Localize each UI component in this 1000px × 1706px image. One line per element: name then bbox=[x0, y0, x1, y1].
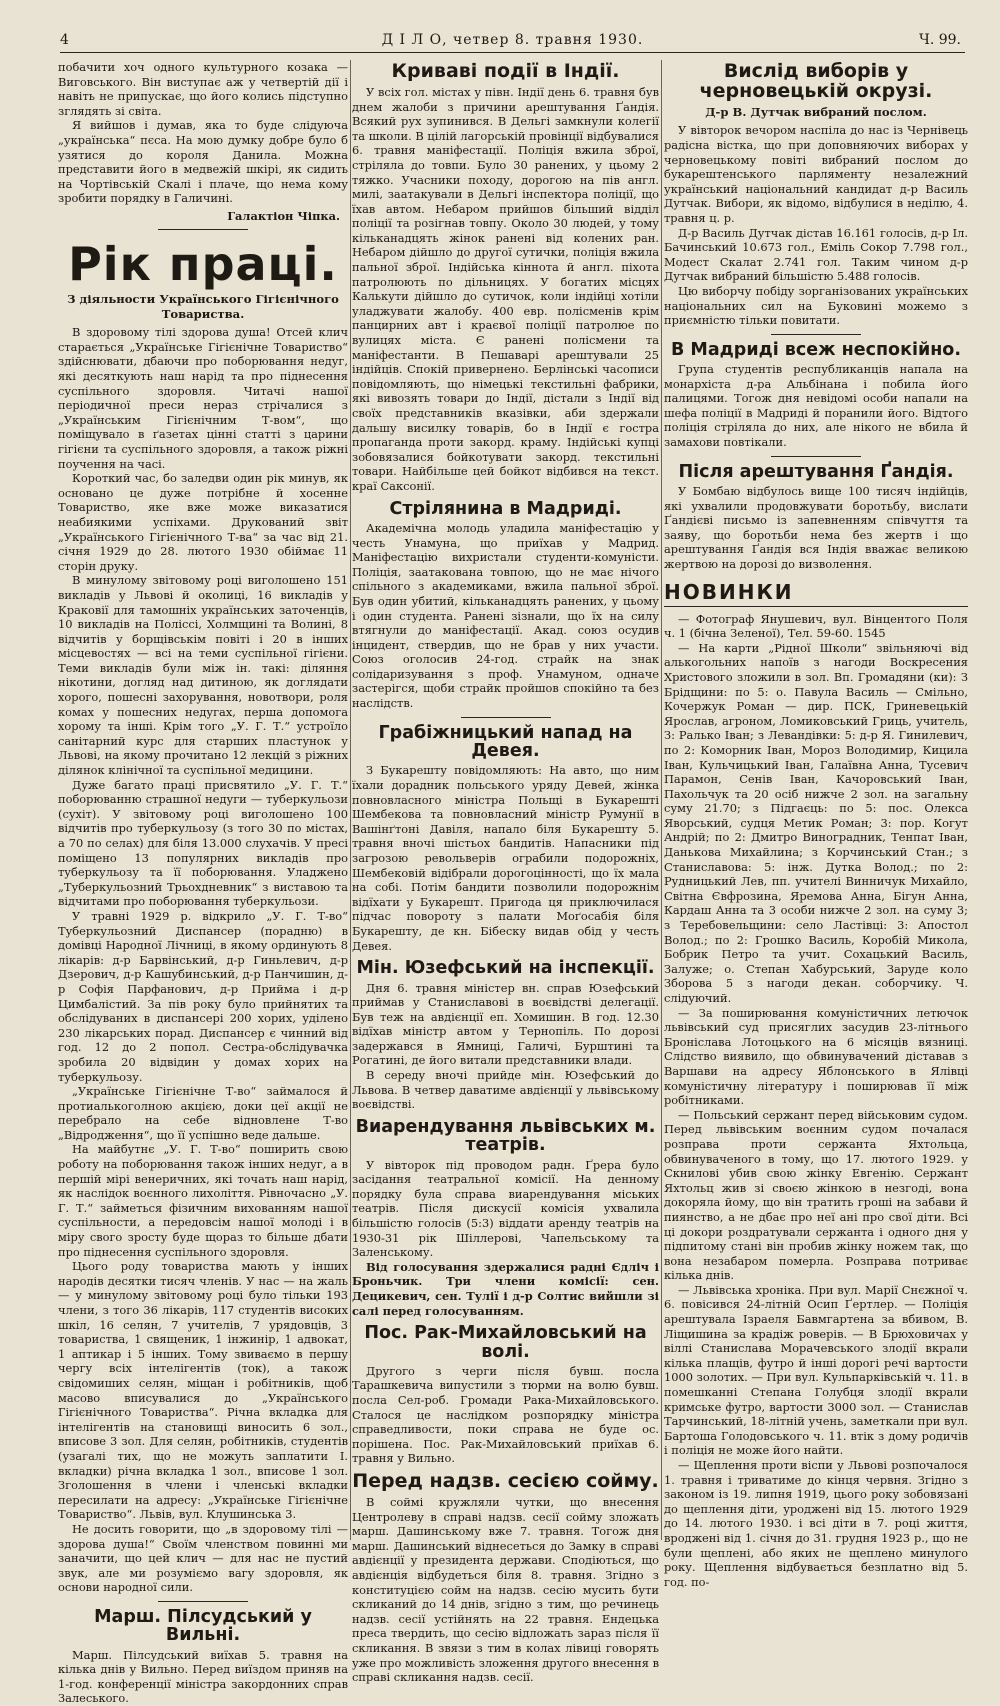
headline-pilsudski: Марш. Пілсудський у Вильні. bbox=[94, 1606, 312, 1646]
article-subheading: Д-р В. Дутчак вибраний послом. bbox=[705, 104, 927, 119]
article-text: Від голосування здержалися радні Єдліч і Броньчик. Три члени комісії: сен. Децикевич, сен. Тулії і д-р Солтис вийшли зі салі перед голосуванням. bbox=[352, 1259, 659, 1318]
article-text: Академічна молодь уладила маніфестацію у честь Унамуна, що приїхав у Мадрид. Маніфестацію вихристали студенти-комуністи. Поліція, заатакована товпою, що не має нічого спільного з академиками, вжила пальної зброї. Був один убитий, кільканадцять ранених, у цьому і один студента. Ранені зізнали, що їх на силу втягнули до маніфестації. Акад. союз осудив інцидент, ствердив, що не брав у них участи. Союз оголосив 24-год. страйк на знак солідаризування з проф. Унамуном, одначе застерігся, щоби страйк пройшов спокійно та без наслідств. bbox=[352, 520, 659, 711]
news-item: — Польський сержант перед військовим судом. Перед львівським воєнним судом почалася розправа проти сержанта Яхтольца, обвинуваченого в тому, що 17. лютого 1929. у Скнилові убив свою жінку Евгенію. Сержант Яхтольц жив зі своєю жінкою в незгоді, вона докоряла йому, що він тратить гроші на забави й пиянство, а не дбає про неї ані про свої діти. Всі ці докори роздратували сержанта і одного дня у підпитому стані він пробив жінку ножем так, що вона незабаром померла. Розправа потриває кілька днів. bbox=[664, 1107, 968, 1283]
article-text: Дня 6. травня міністер вн. справ Юзефський приймав у Станиславові в воєвідстві делегації. Був теж на авдієнції еп. Хомишин. В год. 12.30 відїхав міністр автом у Тернопіль. По дорозі задержався в Ямниці, Галичі, Бурштині та Рогатині, де його витали представники влади. bbox=[352, 980, 659, 1068]
headline-rik-pratsi: Рік праці. bbox=[68, 236, 338, 291]
article-text: У Бомбаю відбулось вище 100 тисяч індійців, які ухвалили продовжувати боротьбу, вислати Ґандієві письмо із запевненням співчуття та заяву, що боротьби нема без жертв і що арештування Ґандія вся Індія вважає великою жертвою на дорозі до визволення. bbox=[664, 484, 968, 571]
news-item: — За поширювання комуністичних летючок львівський суд присяглих засудив 23-літнього Броніслава Лотоцького на 6 місяців вязниці. Слідство виявило, що обвинувачений діставав з Варшави на адресу Яблонського в Ялівці комуністичну літературу і поширював її між робітниками. bbox=[664, 1005, 968, 1108]
masthead-line: Д І Л О, четвер 8. травня 1930. bbox=[381, 32, 644, 48]
divider bbox=[158, 229, 248, 230]
article-paragraph: В минулому звітовому році виголошено 151 викладів у Львові й околиці, 16 викладів у Краковії для тамошніх українських заточенців, 10 викладів на Поліссі, Холмщині та Волині, 8 відчитів у борщівськім повіті і 20 в інших місцевостях — всі на теми суспільної гігієни. Теми викладів були між ін. такі: діляння нікотини, догляд над дитиною, як доглядати хорого, пошесні захорування, новотвори, роля комах у пошесних недугах, перша допомога хорому та інші. Крім того „У. Г. Т.“ устроїло санітарний курс для старших пластунок у Львові, на якому прочитано 12 лекцій з ріжних ділянок клінічної та суспільної медицини. bbox=[58, 573, 348, 778]
headline-gandhi: Після арештування Ґандія. bbox=[678, 461, 954, 482]
column-2 bbox=[352, 60, 659, 1685]
column-rule bbox=[350, 60, 351, 1540]
article-text: У вівторок вечором наспіла до нас із Чернівець радісна вістка, що при доповняючих виборах у черновецькому повіті вибраний послом до букарештенського парляменту незалежний український національний кандидат д-р Василь Дутчак. Вибори, як відомо, відбулися в неділю, 4. травня ц. р. bbox=[664, 123, 968, 225]
page-header bbox=[60, 30, 965, 53]
article-paragraph: Цього роду товариства мають у інших народів десятки тисяч членів. У нас — на жаль — у минулому звітовому році було тільки 193 члени, з того 36 лікарів, 117 студентів високих шкіл, 16 селян, 7 учителів, 7 урядовців, 3 товариства, 1 священик, 1 інжинір, 1 адвокат, 1 аптикар і 5 інших. Тому звиваємо в першу чергу всіх інтелігентів (ток), а також свідомиших селян, міщан і робітників, щоб масово вписувалися до „Українського Гігієнічного Товариства“. Річна вкладка для інтелігентів на становищі виносить 6 зол., вписове 3 зол. Для селян, робітників, студентів (узагалі тих, що не можуть заплатити І. вкладки) річна вкладка 1 зол., вписове 1 зол. Зголошення в члени і членські вкладки пересилати на адресу: „Українське Гігієнічне Товариство“. Львів, вул. Клушинська 3. bbox=[58, 1259, 348, 1522]
news-item: — На карти „Рідної Школи“ звільняючі від алькогольних напоїв з нагоди Воскресения Христового зложили в зол. Вп. Громадяни (ки): З Брідщини: по 5: о. Павула Василь — Смільно, Кочержук Роман — дир. ПСК, Гриневецькій Ярослав, агроном, Ломиковський Гриць, учитель, З: Ралько Іван; з Левандівки: 5: д-р Я. Гинилевич, по 2: Коморник Іван, Мороз Володимир, Кицила Іван, Кульчицький Іван, Галаївна Анна, Тусевич Парамон, Сенів Іван, Качоровський Іван, Пахольчук та 20 осіб нижче 2 зол. на загальну суму 21.70; з Підгаєць: по 5: пос. Олекса Яворський, судця Метик Роман; 3: пор. Когут Андрій; по 2: Дмитро Виноградник, Тенпат Іван, Данькова Михайлина; з Корчинський Стан.; з Станиславова: 5: інж. Дутка Волод.; по 2: Рудницький Лев, пп. учителі Винничук Михайло, Світна Євфрозина, Яремова Анна, Бігун Анна, Кардаш Анна та 3 особи нижче 2 зол. на суму 3; з Теребовельщини: село Ластівці: 3: Апостол Волод.; по 2: Грошко Василь, Коробій Микола, Бобрик Петро та учит. Сохацький Василь, Залуже; о. Степан Хабурський, Заруде коло Зборова 5 з нагоди декан. соборчику. Ч. слідуючий. bbox=[664, 640, 968, 1005]
headline-madrid-unrest: В Мадриді всеж неспокійно. bbox=[671, 339, 961, 360]
article-text: З Букарешту повідомляють: На авто, що ним їхали дорадник польського уряду Девей, жінка повновласного міністра Польщі в Букарешті Шембекова та повновласний міністр Румунії в Вашінґтоні Давіля, напало біля Букарешту 5. травня вночі шістьох бандитів. Напасники під загрозою револьверів ограбили подорожніх, Шембековій відібрали дорогоцінності, що їх мала на собі. Потім бандити позволили подорожнім відїхати у Букарешт. Пригода ця приключилася підчас повороту з палати Моґосабія біля Букарешту, де кн. Бібеску видав обід у честь Девея. bbox=[352, 763, 659, 953]
column-1 bbox=[58, 60, 348, 1706]
page-number: 4 bbox=[60, 32, 69, 48]
article-paragraph: „Українське Гігієнічне Т-во“ займалося й протиалькоголною акцією, доки цеї акції не перебрало на себе відновлене Т-во „Відродження“, що її успішно веде дальше. bbox=[58, 1084, 348, 1142]
article-paragraph: Не досить говорити, що „в здоровому тілі — здорова душа!“ Своїм членством повинні ми заначити, що цей клич — для нас не пустий звук, але ми розуміємо вагу здоровля, як основи народної сили. bbox=[58, 1521, 348, 1595]
headline-jozefski: Мін. Юзефський на інспекції. bbox=[356, 958, 655, 979]
divider bbox=[461, 717, 551, 718]
article-paragraph: На майбутнє „У. Г. Т-во“ поширить свою роботу на поборювання також інших недуг, а в першій мірі венеричних, які точать наш нарід, як наслідок воєнного лихоліття. Рівночасно „У. Г. Т.“ займеться фізичним вихованням нашої суспільности, а передовсім нашої молоді і в міру свого зросту буде щораз то більше дбати про піднесення суспільного здоровля. bbox=[58, 1142, 348, 1259]
article-text: Група студентів республиканців напала на монархіста д-ра Альбінана і побила його палицями. Тогож дня невідомі особи напали на шефа поліції в Мадриді й поранили його. Відтого поліція стріляла до них, але нікого не вбила й замахови повтікали. bbox=[664, 362, 968, 450]
headline-india: Криваві події в Індії. bbox=[391, 60, 620, 82]
headline-sejm: Перед надзв. сесією сойму. bbox=[352, 1470, 659, 1493]
divider bbox=[158, 1601, 248, 1602]
column-rule bbox=[661, 60, 662, 1540]
article-text: У всіх гол. містах у півн. Індії день 6. травня був днем жалоби з причини арештування Ґандія. Всякий рух зупинився. В Дельгі замкнули колегії та школи. В цілій лагорській провінції відбувалися 6. травня маніфестації. Поліція вжила зброї, стріляла до товпи. Було 30 ранених, у цьому 2 тяжко. Учасники походу, дорогою на пів англ. милі, заатакували в Дельгі інспектора поліції, що їхав автом. Небаром прийшов більший відділ поліції та розігнав товпу. Около 30 людей, у тому кільканадцять жінок ранені від колених ран. Небаром дійшло до другої сутички, поліція вжила пальної зброї. Індійська кіннота й англ. піхота патролюють по дільницях. У богатих місцях Калькути дійшло до сутичок, коли індійці хотіли уладжувати жалобу. 400 евр. полісменів крім панцирних авт і краєвої поліції патролюе по вулицях міста. Є ранені полісмени та маніфестанти. В Пешаварі арештували 25 індійців. Спокій привернено. Берлінські часописи повідомляють, що німецькі текстильні фабрики, які вивозять товари до Індії, дістали з Індії від своїх представників вказівки, аби здержали дальшу висилку товарів, бо в Індії є гостра пропаганда проти закорд. краму. Індійські купці зобовязалися бойкотувати закорд. текстильні товари. Найбільше цей бойкот відбився на текст. краї Саксонії. bbox=[352, 84, 659, 493]
article-text: В середу вночі прийде мін. Юзефський до Львова. В четвер даватиме авдієнції у львівському воєвідстві. bbox=[352, 1068, 659, 1112]
news-item: — Щеплення проти віспи у Львові розпочалося 1. травня і триватиме до кінця червня. Згідно з законом із 19. липня 1919, цього року зобовязані до щеплення діти, уроджені від 15. лютого 1929 до 14. лютого 1930. і всі діти в 7. році життя, вроджені від 1. січня до 31. грудня 1923 р., що не були щеплені, або яких не щеплено минулого року. Щеплення відбувається безплатно від 5. год. по- bbox=[664, 1458, 968, 1589]
article-paragraph: В здоровому тілі здорова душа! Отсей клич старається „Українське Гігієнічне Товариство“ здійснювати, дбаючи про поборювання недуг, які десяткують наш нарід та про піднесення суспільного здоровля. Читачі нашої періодичної преси нераз стрічалися з „Українським Гігієнічним Т-вом“, що поміщувало в ґазетах цінні статті з царини гігієни та суспільного здоровля, а також ріжні поучення на часі. bbox=[58, 325, 348, 471]
section-heading-novynky: НОВИНКИ bbox=[664, 580, 968, 607]
headline-rak: Пос. Рак-Михайловський на волі. bbox=[364, 1323, 647, 1362]
article-text: побачити хоч одного культурного козака — Виговського. Він виступає аж у четвертій дії і навіть не припускає, що його колись підступно зглядять зі світа. bbox=[58, 60, 348, 118]
article-signature: Галактіон Чіпка. bbox=[227, 208, 340, 223]
headline-theatres: Виарендування львівських м. театрів. bbox=[355, 1116, 656, 1156]
issue-number: Ч. 99. bbox=[919, 32, 961, 48]
article-subheading: З діяльности Українського Гігієнічного Товариства. bbox=[67, 292, 339, 321]
article-text: Марш. Пілсудський виїхав 5. травня на кілька днів у Вильно. Перед виїздом приняв на 1-год. конференції міністра закордонних справ Залеського. bbox=[58, 1647, 348, 1706]
article-text: Другого з черги після бувш. посла Тарашкевича випустили з тюрми на волю бувш. посла Сел-роб. Громади Рака-Михайловського. Сталося це наслідком розпорядку міністра справедливости, поки справа не буде ос. порішена. Пос. Рак-Михайловський приїхав 6. травня у Вильно. bbox=[352, 1363, 659, 1466]
article-text: Цю виборчу побіду зорганізованих українських національних сил на Буковині можемо з приємністю тільки повитати. bbox=[664, 283, 968, 328]
headline-robbery: Грабіжницький напад на Девея. bbox=[378, 722, 633, 762]
headline-madrid: Стрілянина в Мадриді. bbox=[389, 498, 622, 519]
divider bbox=[771, 456, 861, 457]
divider bbox=[771, 334, 861, 335]
article-text: У вівторок під проводом радн. Ґрера було засідання театральної комісії. На денному порядку була справа виарендування міських театрів. Після дискусії комісія ухвалила більшістю голосів (5:3) віддати аренду театрів на 1930-31 рік Шіллерові, Чапельському та Заленському. bbox=[352, 1157, 659, 1260]
column-3 bbox=[664, 60, 968, 1589]
news-item: — Львівська хроніка. При вул. Марії Снєжної ч. 6. повісився 24-літній Осип Ґертлер. — Поліція арештувала Ізраеля Бавмгартена за вбивом, В. Ліщишина за крадіж роверів. — В Брюховичах у віллі Станислава Морачевського злодії вкрали кілька плащів, футро й інші дорогі речі вартости 1000 золотих. — При вул. Кульпарківській ч. 11. в помешканні Степана Голубця злодії вкрали кримське футро, вартости 3000 зол. — Станислав Тарчинський, 18-літній учень, заметкали при вул. Бартоша Голодовського ч. 11. втік з дому родичів і поліція не може його найти. bbox=[664, 1282, 968, 1458]
article-paragraph: У травні 1929 р. відкрило „У. Г. Т-во“ Туберкульозний Диспансер (порадню) в домівці Народної Лічниці, в якому ординують 8 лікарів: д-р Барвінський, д-р Гиньлевич, д-р Дзерович, д-р Кашубинський, д-р Панчишин, д-р Софія Парфанович, д-р Прийма і д-р Цимбалістий. За пів року було прийнятих та обслідуваних в диспансері 200 хорих, уділено 230 лікарських порад. Диспансер є чинний від год. 12 до 2 попол. Сестра-обслідувачка зробила 20 відвідин у домах хорих на туберкульозу. bbox=[58, 908, 348, 1084]
article-text: Я вийшов і думав, яка то буде слідуюча „українська“ пєса. На мою думку добре було б узятися до короля Данила. Можна представити його в медвежій шкірі, як сидить на Чортівській Скалі і плаче, що нема кому зробити порядку в Галичині. bbox=[58, 118, 348, 206]
news-item: — Фотограф Янушевич, вул. Вінцентого Поля ч. 1 (бічна Зеленої), Тел. 59-60. 1545 bbox=[664, 611, 968, 641]
article-text: В соймі кружляли чутки, що внесення Центролеву в справі надзв. сесії сойму зложать марш. Дашинському вже 7. травня. Тогож дня марш. Дашинський віднесеться до Замку в справі авдієнції у президента держави. Сподіються, що авдієнція відбудеться біля 8. травня. Згідно з конституцією сойм на надзв. сесію мусить бути скликаний до 14 днів, згідно з тим, що речинець надзв. сесії устійнять на 22 травня. Ендецька преса твердить, що сесію відложать зараз після її скликання. В звязи з тим в колах лівиці говорять уже про можливість зложення другого внесення в справі скликання надзв. сесії. bbox=[352, 1494, 659, 1685]
headline-elections: Вислід виборів у черновецькій окрузі. bbox=[699, 60, 933, 102]
article-paragraph: Дуже багато праці присвятило „У. Г. Т.“ поборюванню страшної недуги — туберкульози (сухіт). У звітовому році виголошено 100 відчитів про туберкульозу (з того 30 по містах, а 70 по селах) для біля 13.000 слухачів. У пресі поміщено 13 популярних викладів про туберкульозу та її поборювання. Уладжено „Туберкульозний Трьохдневник“ з виставою та відчитами про поборювання туберкульози. bbox=[58, 777, 348, 909]
article-paragraph: Короткий час, бо заледви один рік минув, як основано це дуже потрібне й хосенне Товариство, яке вже може виказатися неабиякими успіхами. Друкований звіт „Українського Гігієнічного Т-ва“ за час від 21. січня 1929 до 28. лютого 1930 обіймає 11 сторін друку. bbox=[58, 471, 348, 573]
article-text: Д-р Василь Дутчак дістав 16.161 голосів, д-р Іл. Бачинський 10.673 гол., Еміль Сокор 7.798 гол., Модест Скалат 2.741 гол. Таким чином д-р Дутчак вибраний більшістю 5.488 голосів. bbox=[664, 225, 968, 284]
